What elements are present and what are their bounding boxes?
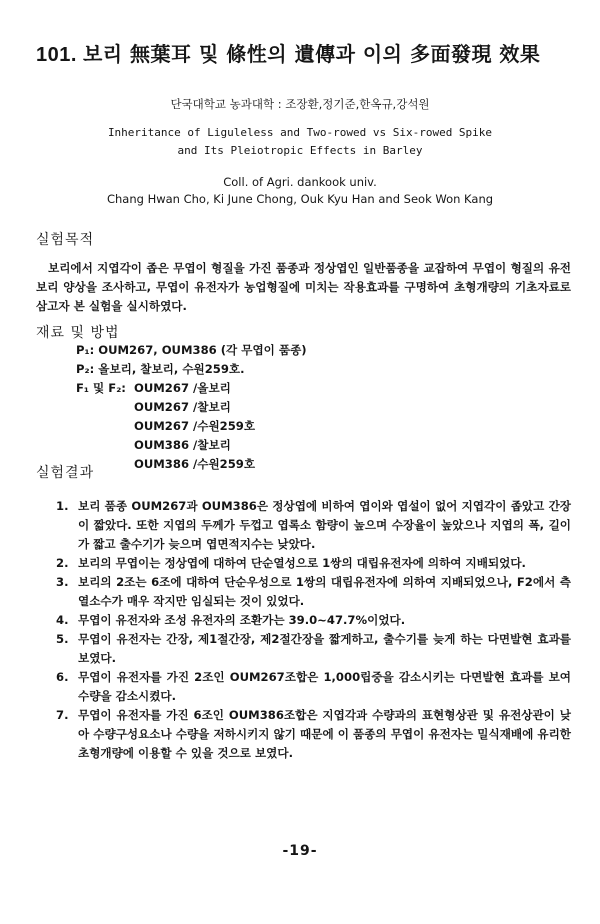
materials-p2: P₂: 올보리, 찰보리, 수원259호. bbox=[76, 362, 245, 376]
cross-item: OUM267 /올보리 bbox=[134, 381, 231, 395]
results-list bbox=[56, 497, 571, 763]
result-text: 무엽이 유전자를 가진 6조인 OUM386조합은 지엽각과 수량과의 표현형상관 및 유전상관이 낮아 수량구성요소나 수량을 저하시키지 않기 때문에 이 품종의 무엽이 유전자는 밀식재배에 유리한 초형개량에 이용할 수 있을 것으로 보였다. bbox=[78, 708, 571, 760]
objective-paragraph bbox=[36, 259, 571, 316]
objective-text: 보리에서 지엽각이 좁은 무엽이 형질을 가진 품종과 정상엽인 일반품종을 교잡하여 무엽이 형질의 유전보리 양상을 조사하고, 무엽이 유전자가 농업형질에 미치는 작용효과를 구명하여 초형개량의 기초자료로 삼고자 본 실험을 실시하였다. bbox=[36, 261, 571, 313]
page-number: -19- bbox=[282, 843, 318, 859]
result-item bbox=[56, 668, 571, 706]
result-item bbox=[56, 630, 571, 668]
title-english-line-2: and Its Pleiotropic Effects in Barley bbox=[177, 144, 423, 157]
result-text: 보리의 무엽이는 정상엽에 대하여 단순열성으로 1쌍의 대립유전자에 의하여 지배되었다. bbox=[78, 556, 526, 570]
objective-heading: 실험목적 bbox=[36, 232, 95, 248]
paper-title-text: 보리 無葉耳 및 條性의 遺傳과 이의 多面發現 效果 bbox=[82, 42, 541, 66]
result-text: 무엽이 유전자와 조성 유전자의 조환가는 39.0~47.7%이었다. bbox=[78, 613, 406, 627]
cross-item: OUM386 /수원259호 bbox=[134, 457, 256, 471]
result-text: 보리 품종 OUM267과 OUM386은 정상엽에 비하여 엽이와 엽설이 없어 지엽각이 좁았고 간장이 짧았다. 또한 지엽의 두께가 두껍고 엽록소 함량이 높으며 수장율이 높았으나 지엽의 폭, 길이가 짧고 출수기가 늦으며 엽면적지수는 낮았다. bbox=[78, 499, 571, 551]
result-number: 2. bbox=[56, 556, 69, 570]
paper-number: 101. bbox=[36, 44, 77, 66]
result-number: 4. bbox=[56, 613, 69, 627]
result-number: 1. bbox=[56, 499, 69, 513]
result-text: 무엽이 유전자는 간장, 제1절간장, 제2절간장을 짧게하고, 출수기를 늦게 하는 다면발현 효과를 보였다. bbox=[78, 632, 571, 665]
results-heading: 실험결과 bbox=[36, 465, 95, 481]
materials-heading: 재료 및 방법 bbox=[36, 325, 120, 341]
authors-english: Chang Hwan Cho, Ki June Chong, Ouk Kyu Han and Seok Won Kang bbox=[106, 192, 494, 206]
result-number: 7. bbox=[56, 708, 69, 722]
result-item bbox=[56, 573, 571, 611]
title-english-line-1: Inheritance of Liguleless and Two-rowed vs Six-rowed Spike bbox=[107, 126, 493, 139]
result-item bbox=[56, 706, 571, 763]
result-item bbox=[56, 497, 571, 554]
affiliation-english: Coll. of Agri. dankook univ. bbox=[223, 175, 377, 189]
result-text: 무엽이 유전자를 가진 2조인 OUM267조합은 1,000립중을 감소시키는 다면발현 효과를 보여 수량을 감소시켰다. bbox=[78, 670, 571, 703]
cross-item: OUM386 /찰보리 bbox=[134, 438, 231, 452]
result-item bbox=[56, 611, 571, 630]
result-number: 5. bbox=[56, 632, 69, 646]
cross-item: OUM267 /찰보리 bbox=[134, 400, 231, 414]
paper-title bbox=[36, 38, 576, 67]
result-number: 6. bbox=[56, 670, 69, 684]
result-text: 보리의 2조는 6조에 대하여 단순우성으로 1쌍의 대립유전자에 의하여 지배되었으나, F2에서 측열소수가 매우 작지만 임실되는 것이 있었다. bbox=[78, 575, 571, 608]
cross-item: OUM267 /수원259호 bbox=[134, 419, 256, 433]
result-number: 3. bbox=[56, 575, 69, 589]
result-item bbox=[56, 554, 571, 573]
materials-f-label: F₁ 및 F₂: bbox=[76, 381, 126, 395]
authors-korean: 단국대학교 농과대학 : 조장환,정기준,한옥규,강석원 bbox=[170, 97, 430, 111]
materials-p1: P₁: OUM267, OUM386 (각 무엽이 품종) bbox=[76, 343, 307, 357]
